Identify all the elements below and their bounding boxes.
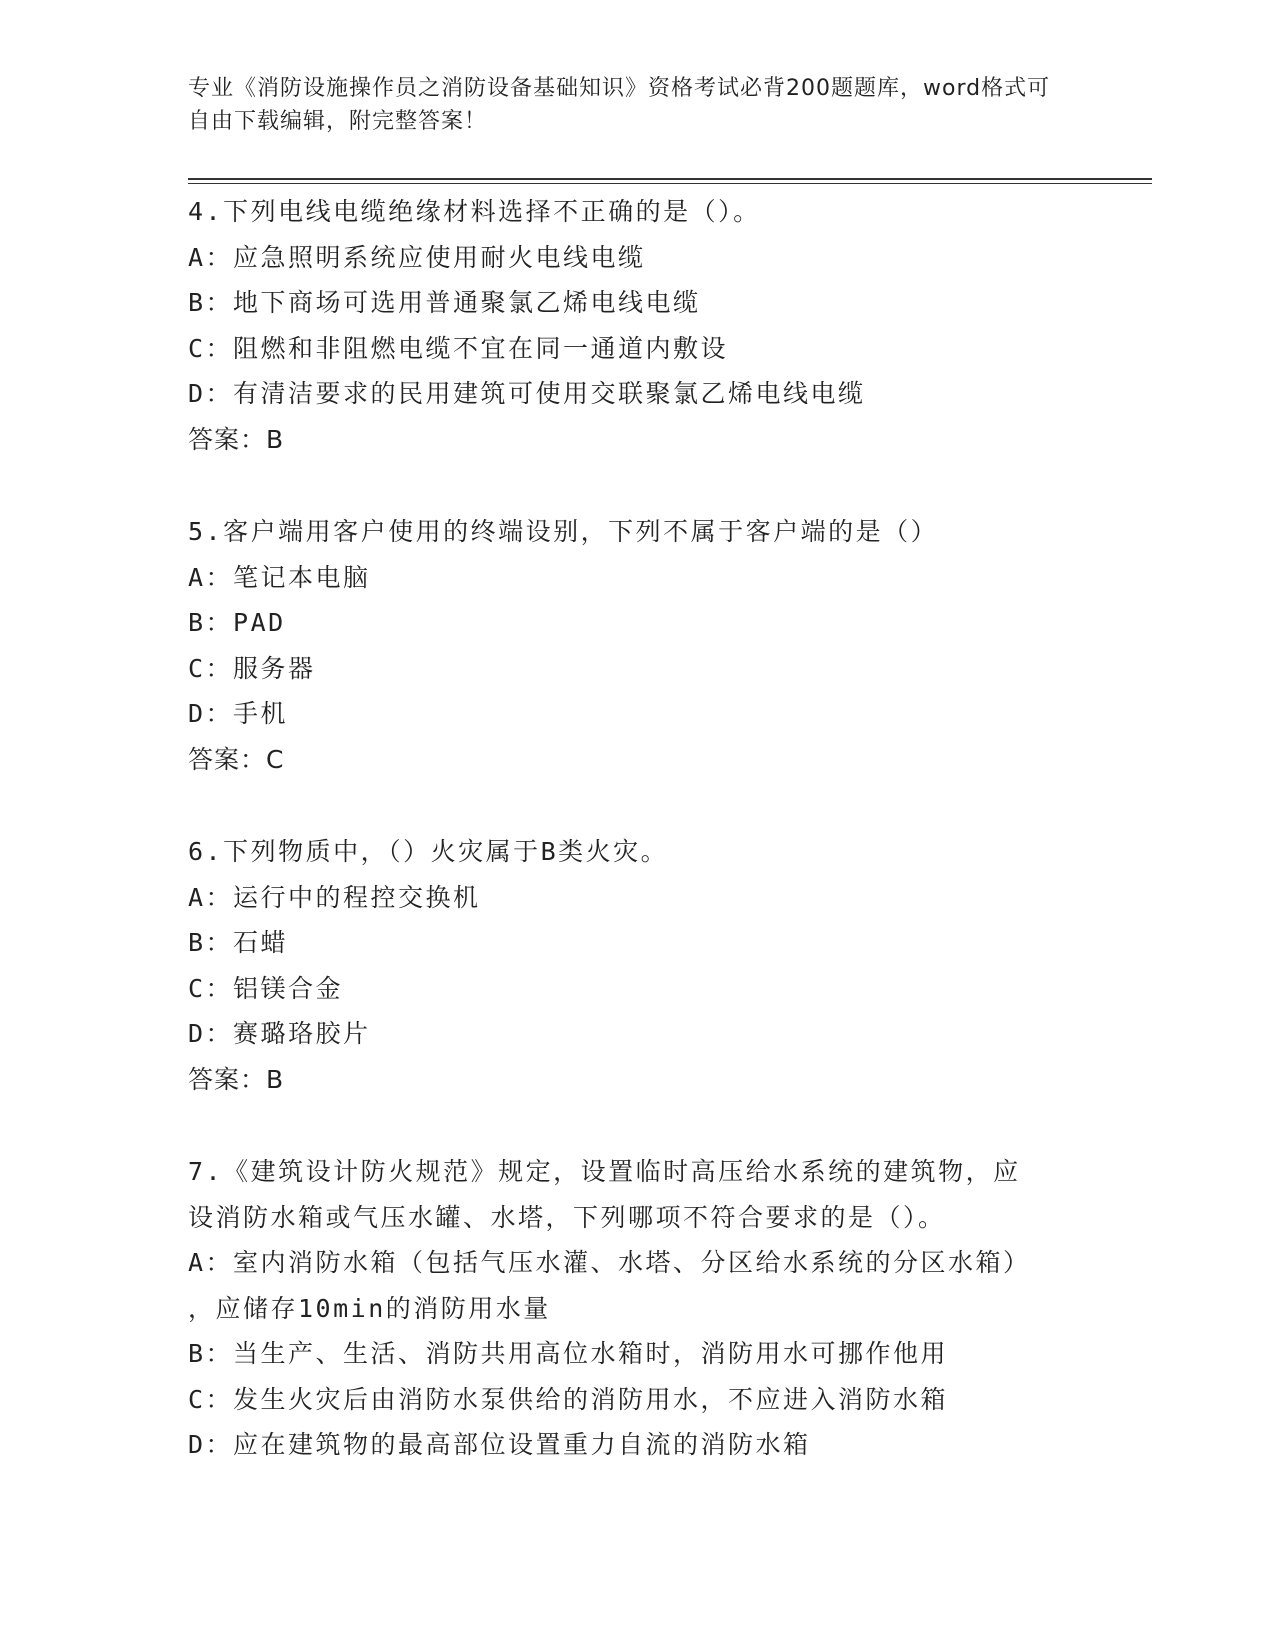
option-a: A：室内消防水箱（包括气压水灌、水塔、分区给水系统的分区水箱） <box>188 1248 1031 1277</box>
option-b: B：当生产、生活、消防共用高位水箱时，消防用水可挪作他用 <box>188 1339 949 1368</box>
option-a: A：笔记本电脑 <box>188 562 371 592</box>
question-5 <box>188 509 1088 782</box>
option-a: A：运行中的程控交换机 <box>188 882 481 912</box>
header-rule-thin <box>188 183 1152 184</box>
option-d: D：有清洁要求的民用建筑可使用交联聚氯乙烯电线电缆 <box>188 379 866 408</box>
option-b: B：石蜡 <box>188 928 289 957</box>
question-stem-line-1: 7.《建筑设计防火规范》规定，设置临时高压给水系统的建筑物，应 <box>188 1157 1021 1186</box>
option-c: C：发生火灾后由消防水泵供给的消防用水，不应进入消防水箱 <box>188 1384 949 1414</box>
question-stem-line-2: 设消防水箱或气压水罐、水塔，下列哪项不符合要求的是（）。 <box>188 1202 946 1232</box>
option-c: C：铝镁合金 <box>188 973 344 1003</box>
option-d: D：手机 <box>188 699 289 728</box>
question-6 <box>188 829 1088 1102</box>
option-b: B：地下商场可选用普通聚氯乙烯电线电缆 <box>188 288 701 317</box>
question-stem: 6.下列物质中，（）火灾属于B类火灾。 <box>188 837 669 866</box>
option-c: C：阻燃和非阻燃电缆不宜在同一通道内敷设 <box>188 333 729 363</box>
option-c: C：服务器 <box>188 653 316 683</box>
option-d: D：应在建筑物的最高部位设置重力自流的消防水箱 <box>188 1430 811 1459</box>
option-b: B：PAD <box>188 608 286 637</box>
answer-line: 答案：C <box>188 744 285 774</box>
document-header: 专业《消防设施操作员之消防设备基础知识》资格考试必背200题题库，word格式可自由下载编辑，附完整答案！ <box>188 76 1051 134</box>
question-stem: 4.下列电线电缆绝缘材料选择不正确的是（）。 <box>188 197 761 226</box>
answer-line: 答案：B <box>188 1064 285 1094</box>
option-d: D：赛璐珞胶片 <box>188 1019 371 1048</box>
question-stem: 5.客户端用客户使用的终端设别，下列不属于客户端的是（） <box>188 517 939 546</box>
question-4 <box>188 189 1088 462</box>
question-list <box>188 189 1088 1515</box>
header-rule-thick <box>188 178 1152 180</box>
option-a-continued: ，应储存10min的消防用水量 <box>188 1293 551 1323</box>
answer-line: 答案：B <box>188 424 285 454</box>
question-7 <box>188 1149 1088 1468</box>
option-a: A：应急照明系统应使用耐火电线电缆 <box>188 242 646 272</box>
